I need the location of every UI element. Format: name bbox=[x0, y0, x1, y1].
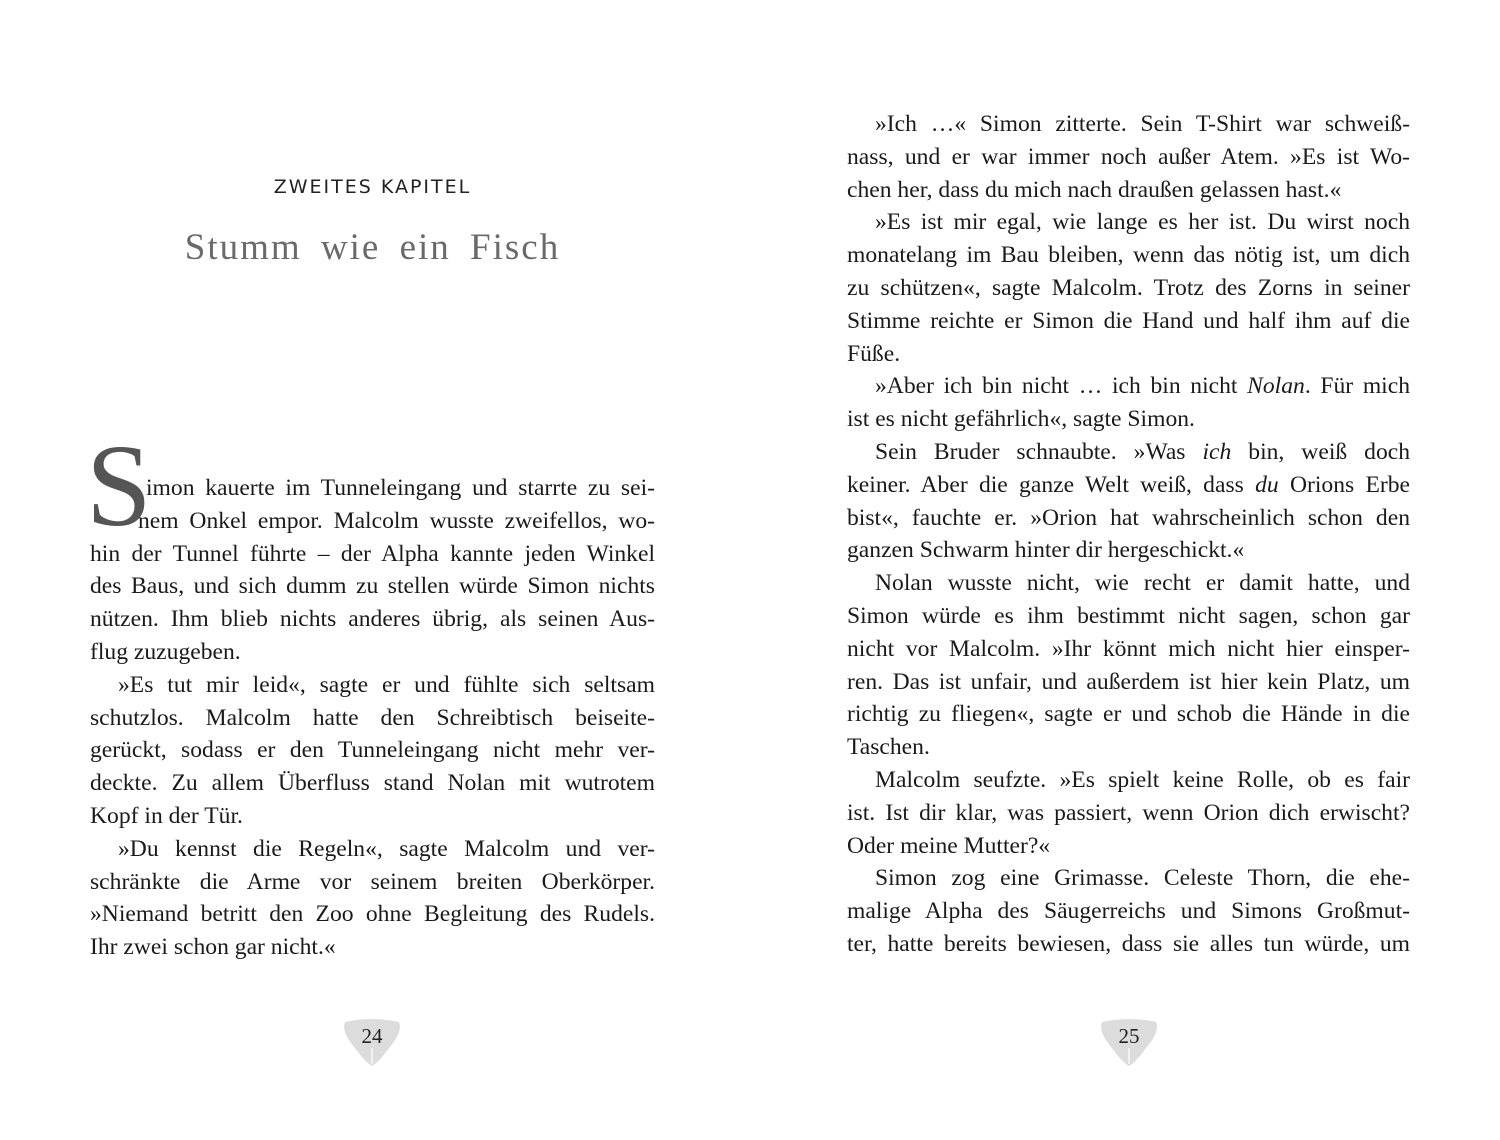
page-number: 24 bbox=[361, 1024, 383, 1048]
text-line: flug zuzugeben. bbox=[90, 638, 241, 665]
text-line: schränkte die Arme vor seinem breiten Oberkörper. bbox=[90, 868, 655, 895]
text-line: richtig zu fliegen«, sagte er und schob die Hände in die bbox=[847, 701, 1410, 728]
text-line: deckte. Zu allem Überfluss stand Nolan mit wutrotem bbox=[90, 770, 655, 797]
text-line: Stimme reichte er Simon die Hand und half ihm auf die bbox=[847, 307, 1410, 334]
text-segment: Sein Bruder schnaubte. »Was bbox=[875, 438, 1203, 465]
text-line: bist«, fauchte er. »Orion hat wahrscheinlich schon den bbox=[847, 504, 1410, 531]
text-line: nass, und er war immer noch außer Atem. »Es ist Wo- bbox=[847, 143, 1410, 170]
text-line: ter, hatte bereits bewiesen, dass sie alles tun würde, um bbox=[847, 930, 1410, 957]
paragraph bbox=[847, 436, 1410, 567]
text-line: nützen. Ihm blieb nichts anderes übrig, als seinen Aus- bbox=[90, 606, 655, 633]
drop-cap: S bbox=[86, 420, 152, 551]
paragraph bbox=[847, 567, 1410, 764]
text-line: Nolan wusste nicht, wie recht er damit hatte, und bbox=[875, 570, 1410, 597]
text-line: nem Onkel empor. Malcolm wusste zweifellos, wo- bbox=[138, 507, 655, 534]
text-line: hin der Tunnel führte – der Alpha kannte jeden Winkel bbox=[90, 540, 655, 567]
text-line: ist. Ist dir klar, was passiert, wenn Orion dich erwischt? bbox=[847, 799, 1410, 826]
paragraph bbox=[90, 669, 655, 833]
paragraph bbox=[847, 206, 1410, 370]
text-line: ist es nicht gefährlich«, sagte Simon. bbox=[847, 406, 1195, 433]
text-line: Oder meine Mutter?« bbox=[847, 832, 1051, 859]
page-number-badge bbox=[1098, 1018, 1160, 1066]
text-line bbox=[847, 370, 1410, 403]
text-line: imon kauerte im Tunneleingang und starrte zu sei- bbox=[146, 475, 655, 501]
text-line: Ihr zwei schon gar nicht.« bbox=[90, 934, 336, 961]
page-number: 25 bbox=[1118, 1024, 1140, 1048]
text-segment: Orions Erbe bbox=[1278, 471, 1410, 498]
text-line: des Baus, und sich dumm zu stellen würde Simon nichts bbox=[90, 573, 655, 600]
text-line: gerückt, sodass er den Tunneleingang nicht mehr ver- bbox=[90, 737, 655, 764]
paragraph bbox=[90, 833, 655, 964]
paragraph bbox=[847, 764, 1410, 862]
paragraph bbox=[847, 862, 1410, 960]
chapter-label: ZWEITES KAPITEL bbox=[273, 176, 472, 198]
italic-text: Nolan bbox=[1247, 373, 1305, 400]
italic-text: ich bbox=[1202, 438, 1232, 465]
text-line: nicht vor Malcolm. »Ihr könnt mich nicht hier einsper- bbox=[847, 635, 1410, 662]
paragraph bbox=[847, 108, 1410, 206]
italic-text: du bbox=[1255, 471, 1279, 498]
text-line: ren. Das ist unfair, und außerdem ist hier kein Platz, um bbox=[847, 668, 1410, 695]
text-line: Simon würde es ihm bestimmt nicht sagen, schon gar bbox=[847, 602, 1410, 629]
text-line: Kopf in der Tür. bbox=[90, 802, 243, 829]
text-line: Malcolm seufzte. »Es spielt keine Rolle, ob es fair bbox=[875, 766, 1410, 793]
right-page bbox=[750, 0, 1500, 1140]
left-body-text bbox=[90, 472, 655, 964]
right-body-text bbox=[847, 108, 1410, 961]
text-line: schutzlos. Malcolm hatte den Schreibtisch beiseite- bbox=[90, 704, 655, 731]
paragraph bbox=[90, 472, 655, 669]
text-line: ganzen Schwarm hinter dir hergeschickt.« bbox=[847, 537, 1245, 564]
text-line bbox=[847, 469, 1410, 502]
text-line bbox=[847, 436, 1410, 469]
chapter-title: Stumm wie ein Fisch bbox=[184, 227, 561, 268]
text-line: »Es tut mir leid«, sagte er und fühlte sich seltsam bbox=[118, 671, 655, 698]
text-line: »Ich …« Simon zitterte. Sein T-Shirt war schweiß- bbox=[875, 111, 1410, 137]
text-segment: keiner. Aber die ganze Welt weiß, dass bbox=[847, 471, 1256, 498]
text-line: Füße. bbox=[847, 340, 901, 367]
text-segment: »Aber ich bin nicht … ich bin nicht bbox=[875, 373, 1248, 400]
text-line: Simon zog eine Grimasse. Celeste Thorn, die ehe- bbox=[875, 865, 1410, 892]
text-line: monatelang im Bau bleiben, wenn das nötig ist, um dich bbox=[847, 242, 1410, 269]
text-segment: . Für mich bbox=[1304, 373, 1410, 400]
text-segment: bin, weiß doch bbox=[1231, 438, 1411, 465]
text-line: malige Alpha des Säugerreichs und Simons Großmut- bbox=[847, 898, 1410, 925]
text-line: »Du kennst die Regeln«, sagte Malcolm und ver- bbox=[118, 835, 655, 862]
paragraph bbox=[847, 370, 1410, 436]
text-line: chen her, dass du mich nach draußen gelassen hast.« bbox=[847, 176, 1342, 203]
page-number-badge bbox=[341, 1018, 403, 1066]
text-line: zu schützen«, sagte Malcolm. Trotz des Zorns in seiner bbox=[847, 274, 1410, 301]
text-line: »Es ist mir egal, wie lange es her ist. Du wirst noch bbox=[875, 209, 1410, 236]
text-line: Taschen. bbox=[847, 734, 930, 761]
text-line: »Niemand betritt den Zoo ohne Begleitung des Rudels. bbox=[90, 901, 655, 928]
